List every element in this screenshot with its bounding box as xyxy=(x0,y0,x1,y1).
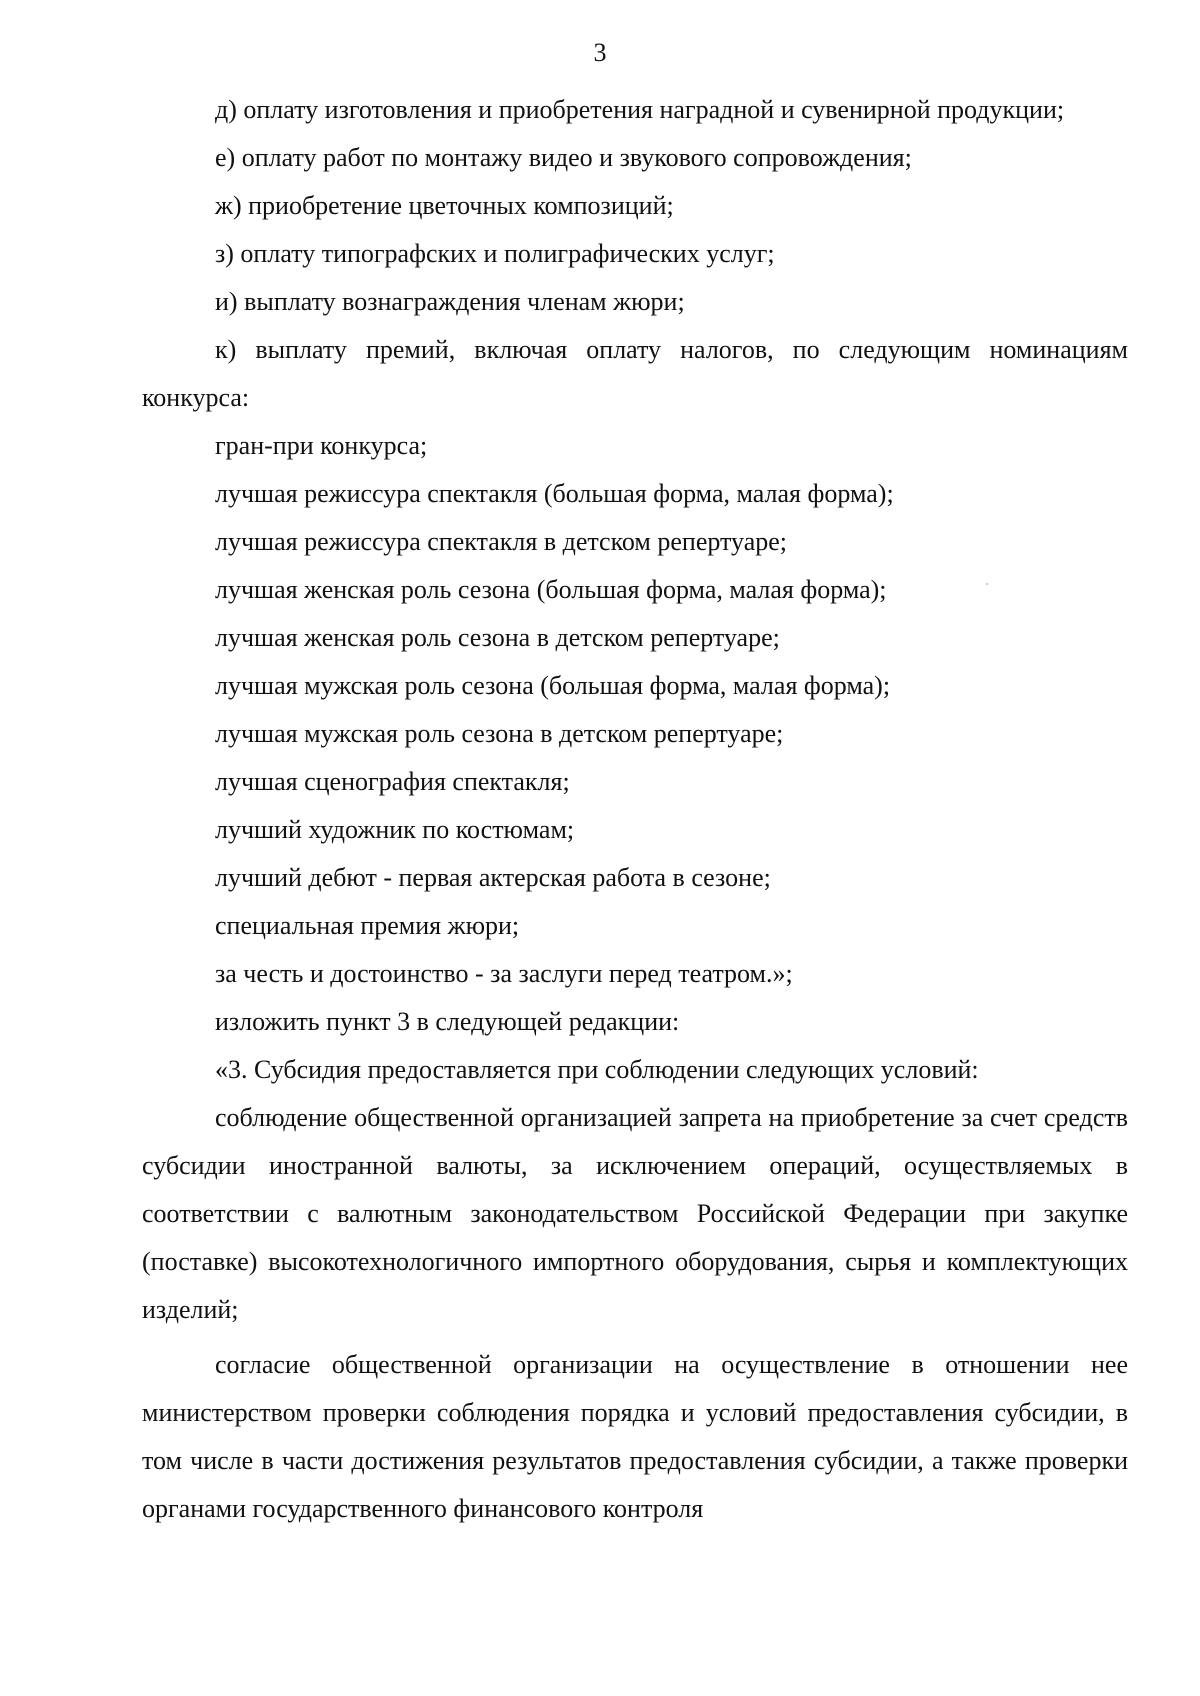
paragraph-z: з) оплату типографских и полиграфических услуг; xyxy=(215,239,775,268)
document-body xyxy=(142,86,1128,1533)
nomination-best-costume-designer: лучший художник по костюмам; xyxy=(215,815,575,844)
nomination-best-direction-children: лучшая режиссура спектакля в детском репертуаре; xyxy=(215,527,787,556)
page-number: 3 xyxy=(593,38,607,67)
nomination-best-male-role: лучшая мужская роль сезона (большая форма, малая форма); xyxy=(215,671,891,700)
paragraph-zh: ж) приобретение цветочных композиций; xyxy=(215,191,674,220)
nomination-best-male-role-children: лучшая мужская роль сезона в детском репертуаре; xyxy=(215,719,784,748)
paragraph-audit-consent: согласие общественной организации на осуществление в отношении нее министерством проверки соблюдения порядка и условий предоставления субсидии, в том числе в части достижения результатов предоставления субсидии, а также проверки органами государственного финансового контроля xyxy=(142,1350,1128,1523)
nomination-grand-prix: гран-при конкурса; xyxy=(215,431,428,460)
paragraph-d: д) оплату изготовления и приобретения наградной и сувенирной продукции; xyxy=(215,95,1065,124)
nomination-best-debut: лучший дебют - первая актерская работа в сезоне; xyxy=(215,863,771,892)
paragraph-e: е) оплату работ по монтажу видео и звукового сопровождения; xyxy=(215,143,912,172)
nomination-best-female-role: лучшая женская роль сезона (большая форма, малая форма); xyxy=(215,575,887,604)
nomination-best-direction: лучшая режиссура спектакля (большая форма, малая форма); xyxy=(215,479,894,508)
nomination-honor-and-dignity: за честь и достоинство - за заслуги перед театром.»; xyxy=(215,959,793,988)
paragraph-currency-condition: соблюдение общественной организацией запрета на приобретение за счет средств субсидии иностранной валюты, за исключением операций, осуществляемых в соответствии с валютным законодательством Российской Федерации при закупке (поставке) высокотехнологичного импортного оборудования, сырья и комплектующих изделий; xyxy=(142,1103,1128,1324)
nomination-special-jury-prize: специальная премия жюри; xyxy=(215,911,520,940)
nomination-best-female-role-children: лучшая женская роль сезона в детском репертуаре; xyxy=(215,623,780,652)
nomination-best-scenography: лучшая сценография спектакля; xyxy=(215,767,570,796)
scan-speck xyxy=(986,583,988,585)
paragraph-i: и) выплату вознаграждения членам жюри; xyxy=(215,287,685,316)
paragraph-point-3-heading: «3. Субсидия предоставляется при соблюдении следующих условий: xyxy=(215,1055,979,1084)
paragraph-k: к) выплату премий, включая оплату налогов, по следующим номинациям конкурса: xyxy=(142,335,1128,412)
paragraph-amend-point-3: изложить пункт 3 в следующей редакции: xyxy=(215,1007,680,1036)
